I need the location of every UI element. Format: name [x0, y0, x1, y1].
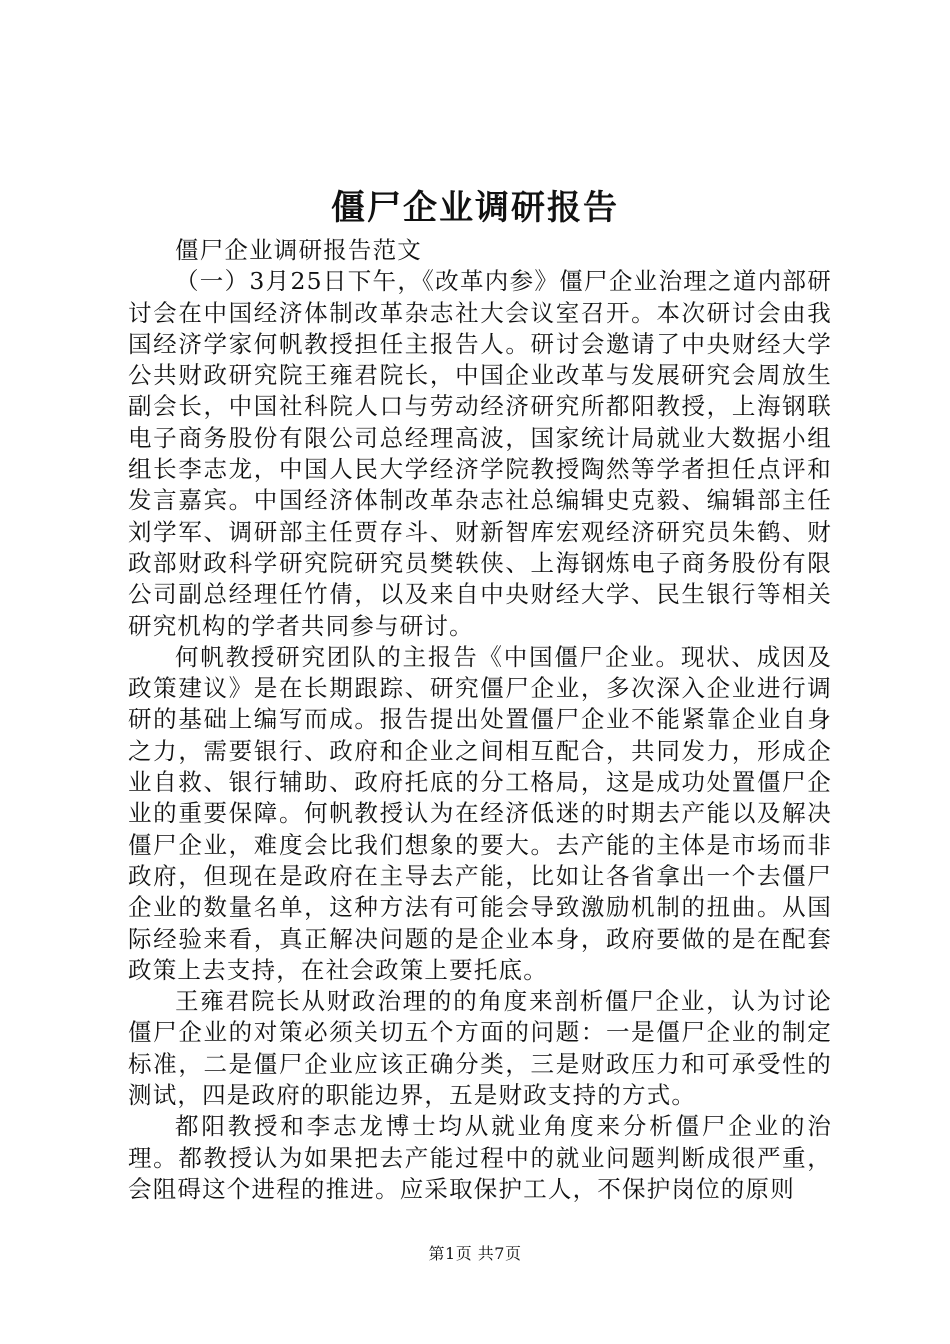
- page-footer: 第1页 共7页: [428, 1244, 522, 1263]
- paragraph: 何帆教授研究团队的主报告《中国僵尸企业。现状、成因及政策建议》是在长期跟踪、研究僵尸企业，多次深入企业进行调研的基础上编写而成。报告提出处置僵尸企业不能紧靠企业自身之力，需要银行、政府和企业之间相互配合，共同发力，形成企业自救、银行辅助、政府托底的分工格局，这是成功处置僵尸企业的重要保障。何帆教授认为在经济低迷的时期去产能以及解决僵尸企业，难度会比我们想象的要大。去产能的主体是市场而非政府，但现在是政府在主导去产能，比如让各省拿出一个去僵尸企业的数量名单，这种方法有可能会导致激励机制的扭曲。从国际经验来看，真正解决问题的是企业本身，政府要做的是在配套政策上去支持，在社会政策上要托底。: [128, 642, 832, 984]
- document-body: [128, 235, 832, 1205]
- paragraph: （一）3月25日下午，《改革内参》僵尸企业治理之道内部研讨会在中国经济体制改革杂志社大会议室召开。本次研讨会由我国经济学家何帆教授担任主报告人。研讨会邀请了中央财经大学公共财政研究院王雍君院长，中国企业改革与发展研究会周放生副会长，中国社科院人口与劳动经济研究所都阳教授，上海钢联电子商务股份有限公司总经理高波，国家统计局就业大数据小组组长李志龙，中国人民大学经济学院教授陶然等学者担任点评和发言嘉宾。中国经济体制改革杂志社总编辑史克毅、编辑部主任刘学军、调研部主任贾存斗、财新智库宏观经济研究员朱鹤、财政部财政科学研究院研究员樊轶侠、上海钢炼电子商务股份有限公司副总经理任竹倩，以及来自中央财经大学、民生银行等相关研究机构的学者共同参与研讨。: [128, 267, 832, 640]
- document-title: 僵尸企业调研报告: [331, 188, 619, 228]
- paragraph-subtitle: 僵尸企业调研报告范文: [175, 236, 422, 264]
- paragraph: 都阳教授和李志龙博士均从就业角度来分析僵尸企业的治理。都教授认为如果把去产能过程中的就业问题判断成很严重，会阻碍这个进程的推进。应采取保护工人，不保护岗位的原则: [128, 1112, 832, 1203]
- paragraph: 王雍君院长从财政治理的的角度来剖析僵尸企业，认为讨论僵尸企业的对策必须关切五个方面的问题：一是僵尸企业的制定标准，二是僵尸企业应该正确分类，三是财政压力和可承受性的测试，四是政府的职能边界，五是财政支持的方式。: [128, 987, 832, 1110]
